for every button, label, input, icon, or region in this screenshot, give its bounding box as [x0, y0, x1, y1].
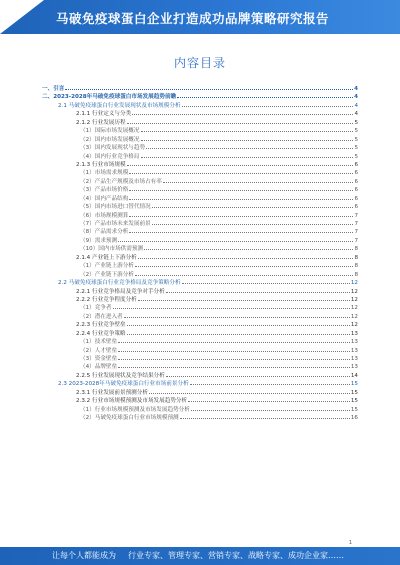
toc-entry[interactable] [42, 177, 358, 185]
toc-entry-page: 6 [354, 161, 358, 168]
footer-banner [0, 547, 400, 565]
toc-entry[interactable] [42, 126, 358, 134]
toc-entry-label: （1）行业市场规模预测及市场发展趋势分析 [80, 406, 190, 413]
toc-entry[interactable] [42, 194, 358, 202]
report-title: 马破免疫球蛋白企业打造成功品牌策略研究报告 [56, 11, 330, 26]
toc-leader-dots [127, 320, 350, 326]
toc-entry-page: 5 [354, 153, 358, 160]
toc-leader-dots [124, 312, 350, 318]
toc-leader-dots [190, 379, 350, 385]
toc-leader-dots [146, 143, 353, 149]
toc-entry-label: 2.1.4 产业链上下游分析 [76, 254, 137, 261]
toc-entry[interactable] [42, 329, 358, 337]
toc-entry-page: 12 [350, 305, 358, 312]
toc-entry-page: 15 [350, 381, 358, 388]
toc-entry-label: （9）需求预测 [80, 237, 118, 244]
toc-entry[interactable] [42, 253, 358, 261]
toc-entry-label: 一、引言 [42, 86, 65, 92]
toc-entry-label: （1）市场需求规模 [80, 170, 129, 177]
toc-entry-label: 2.2.2 行业竞争程度分析 [76, 296, 137, 303]
toc-entry[interactable] [42, 101, 358, 109]
toc-leader-dots [118, 337, 350, 343]
toc-entry[interactable] [42, 270, 358, 278]
toc-leader-dots [180, 413, 350, 419]
toc-entry[interactable] [42, 202, 358, 210]
toc-entry[interactable] [42, 92, 358, 100]
toc-entry[interactable] [42, 135, 358, 143]
toc-entry-label: （5）国内市场进口替代情况 [80, 204, 151, 211]
toc-entry-page: 13 [350, 330, 358, 337]
toc-entry-page: 12 [350, 322, 358, 329]
toc-entry-label: （4）品牌壁垒 [80, 364, 118, 371]
page-number: 1 [348, 540, 352, 546]
toc-entry-page: 12 [350, 313, 358, 320]
toc-entry[interactable] [42, 152, 358, 160]
toc-entry[interactable] [42, 405, 358, 413]
toc-leader-dots [127, 118, 354, 124]
toc-entry-page: 14 [350, 372, 358, 379]
footer-roles: 行业专家、管理专家、营销专家、战略专家、成功企业家…… [128, 551, 344, 560]
toc-entry[interactable] [42, 261, 358, 269]
toc-heading: 内容目录 [173, 56, 226, 70]
toc-entry-label: （1）技术壁垒 [80, 339, 118, 346]
toc-entry[interactable] [42, 379, 358, 387]
toc-entry-page: 8 [354, 254, 358, 261]
toc-entry[interactable] [42, 303, 358, 311]
toc-leader-dots [141, 152, 354, 158]
toc-leader-dots [163, 177, 354, 183]
toc-entry-page: 13 [350, 347, 358, 354]
toc-leader-dots [132, 109, 353, 115]
toc-leader-dots [129, 194, 353, 200]
toc-entry-label: 2.1.1 行业定义与分类 [76, 111, 132, 118]
toc-entry[interactable] [42, 143, 358, 151]
toc-entry[interactable] [42, 413, 358, 421]
logo-badge [0, 0, 44, 34]
toc-entry-label: 2.2 马破免疫球蛋白行业竞争格局及竞争策略分析 [58, 280, 181, 287]
toc-entry-page: 12 [350, 288, 358, 295]
toc-leader-dots [149, 388, 350, 394]
toc-entry[interactable] [42, 278, 358, 286]
toc-entry[interactable] [42, 371, 358, 379]
toc-leader-dots [166, 287, 350, 293]
toc-entry-label: （3）产品市场价格 [80, 187, 129, 194]
toc-entry-label: （3）资金壁垒 [80, 356, 118, 362]
toc-entry[interactable] [42, 109, 358, 117]
toc-entry-page: 6 [354, 195, 358, 202]
toc-entry-label: 2.3.2 行业市场规模预测及市场发展趋势分析 [76, 398, 188, 405]
toc-entry-page: 5 [354, 119, 358, 126]
toc-entry-page: 8 [354, 263, 358, 270]
toc-entry[interactable] [42, 211, 358, 219]
toc-leader-dots [138, 295, 350, 301]
toc-entry-label: （10）国内市场供需预测 [80, 246, 144, 253]
toc-leader-dots [144, 244, 353, 250]
toc-leader-dots [135, 261, 354, 267]
header-banner [0, 0, 400, 34]
toc-leader-dots [129, 211, 353, 217]
toc-entry[interactable] [42, 388, 358, 396]
toc-entry-label: （2）产品生产规模及市场占有率 [80, 178, 162, 185]
toc-leader-dots [127, 160, 354, 166]
toc-entry-label: 2.3 2023-2028年马破免疫球蛋白行业市场前景分析 [58, 381, 189, 388]
toc-entry-label: （6）市场规模测算 [80, 212, 129, 219]
toc-entry-label: （2）马破免疫球蛋白行业市场规模预测 [80, 415, 179, 422]
toc-entry-page: 4 [354, 102, 358, 109]
toc-entry-label: （3）国内发展现状与趋势 [80, 145, 146, 152]
toc-entry-label: （8）产品需求分析 [80, 229, 129, 236]
footer-slogan: 让每个人都能成为 [52, 551, 116, 560]
toc-leader-dots [113, 303, 350, 309]
toc-entry[interactable] [42, 118, 358, 126]
toc-entry[interactable] [42, 84, 358, 92]
toc-leader-dots [129, 185, 353, 191]
toc-entry-label: 二、2023-2028年马破免疫球蛋白市场发展趋势前瞻 [42, 94, 177, 101]
toc-entry-page: 6 [354, 187, 358, 194]
toc-leader-dots [127, 329, 350, 335]
toc-entry-label: 2.1.3 行业市场规模 [76, 161, 126, 168]
toc-entry-page: 5 [354, 145, 358, 152]
toc-entry[interactable] [42, 227, 358, 235]
toc-entry-page: 7 [354, 221, 358, 227]
toc-leader-dots [118, 354, 350, 360]
toc-entry[interactable] [42, 219, 358, 227]
toc-entry-page: 16 [350, 415, 358, 422]
toc-entry-page: 6 [354, 170, 358, 177]
toc-entry[interactable] [42, 312, 358, 320]
toc-entry[interactable] [42, 185, 358, 193]
toc-entry-label: （4）国内产品结构 [80, 195, 129, 202]
toc-entry[interactable] [42, 236, 358, 244]
table-of-contents [42, 84, 358, 422]
toc-entry-page: 13 [350, 356, 358, 362]
toc-leader-dots [177, 92, 353, 98]
toc-entry-page: 13 [350, 364, 358, 371]
toc-entry-page: 8 [354, 246, 358, 253]
toc-entry-label: （2）人才壁垒 [80, 347, 118, 354]
toc-leader-dots [152, 219, 354, 225]
toc-entry[interactable] [42, 244, 358, 252]
toc-leader-dots [141, 135, 354, 141]
toc-entry-label: 2.2.1 行业竞争格局及竞争对手分析 [76, 288, 165, 295]
toc-entry-label: （2）国内市场发展概况 [80, 136, 140, 143]
toc-entry[interactable] [42, 354, 358, 362]
toc-leader-dots [129, 227, 353, 233]
toc-entry-page: 12 [350, 296, 358, 303]
toc-leader-dots [182, 101, 354, 107]
toc-leader-dots [135, 270, 354, 276]
toc-entry-label: （7）产品市场未来发展前景 [80, 221, 151, 227]
toc-leader-dots [188, 396, 350, 402]
toc-entry-page: 6 [354, 178, 358, 185]
toc-entry[interactable] [42, 295, 358, 303]
toc-entry-label: 2.2.3 行业竞争壁垒 [76, 322, 126, 329]
toc-entry[interactable] [42, 346, 358, 354]
toc-leader-dots [191, 405, 350, 411]
toc-entry-label: 2.2.4 行业竞争策略 [76, 330, 126, 337]
toc-entry-page: 15 [350, 398, 358, 405]
toc-entry-page: 7 [354, 237, 358, 244]
toc-entry-page: 4 [354, 86, 358, 92]
toc-leader-dots [141, 126, 354, 132]
toc-leader-dots [118, 346, 350, 352]
toc-entry-label: 2.3.1 行业发展前景预测分析 [76, 389, 148, 396]
toc-entry-page: 5 [354, 136, 358, 143]
toc-leader-dots [152, 202, 354, 208]
toc-entry-page: 15 [350, 406, 358, 413]
toc-leader-dots [118, 236, 353, 242]
toc-leader-dots [138, 253, 354, 259]
toc-entry-label: （2）潜在进入者 [80, 313, 123, 320]
toc-entry-page: 8 [354, 271, 358, 278]
toc-entry-page: 13 [350, 339, 358, 346]
toc-entry[interactable] [42, 287, 358, 295]
toc-entry-label: （4）国内行业竞争格局 [80, 153, 140, 160]
toc-entry-label: （1）产业链上游分析 [80, 263, 134, 270]
toc-entry-page: 4 [354, 111, 358, 118]
toc-leader-dots [65, 84, 353, 90]
toc-entry-label: （1）国际市场发展概况 [80, 128, 140, 135]
toc-leader-dots [166, 371, 350, 377]
toc-entry[interactable] [42, 160, 358, 168]
toc-entry-label: 2.1.2 行业发展历程 [76, 119, 126, 126]
toc-entry-label: （2）产业链下游分析 [80, 271, 134, 278]
toc-entry-page: 15 [350, 389, 358, 396]
toc-entry-page: 12 [350, 280, 358, 287]
toc-entry-page: 5 [354, 128, 358, 135]
toc-leader-dots [129, 168, 353, 174]
toc-entry-label: 2.2.5 行业发展现状及竞争结果分析 [76, 372, 165, 379]
toc-entry-page: 4 [354, 94, 358, 101]
toc-entry[interactable] [42, 320, 358, 328]
toc-leader-dots [182, 278, 350, 284]
toc-entry-page: 7 [354, 229, 358, 236]
toc-entry-page: 7 [354, 212, 358, 219]
toc-entry-label: （1）竞争者 [80, 305, 112, 312]
toc-entry-label: 2.1 马破免疫球蛋白行业发展现状及市场规模分析 [58, 102, 181, 109]
toc-entry[interactable] [42, 362, 358, 370]
toc-entry[interactable] [42, 396, 358, 404]
toc-entry[interactable] [42, 337, 358, 345]
toc-leader-dots [118, 362, 350, 368]
toc-entry-page: 6 [354, 204, 358, 211]
toc-entry[interactable] [42, 168, 358, 176]
